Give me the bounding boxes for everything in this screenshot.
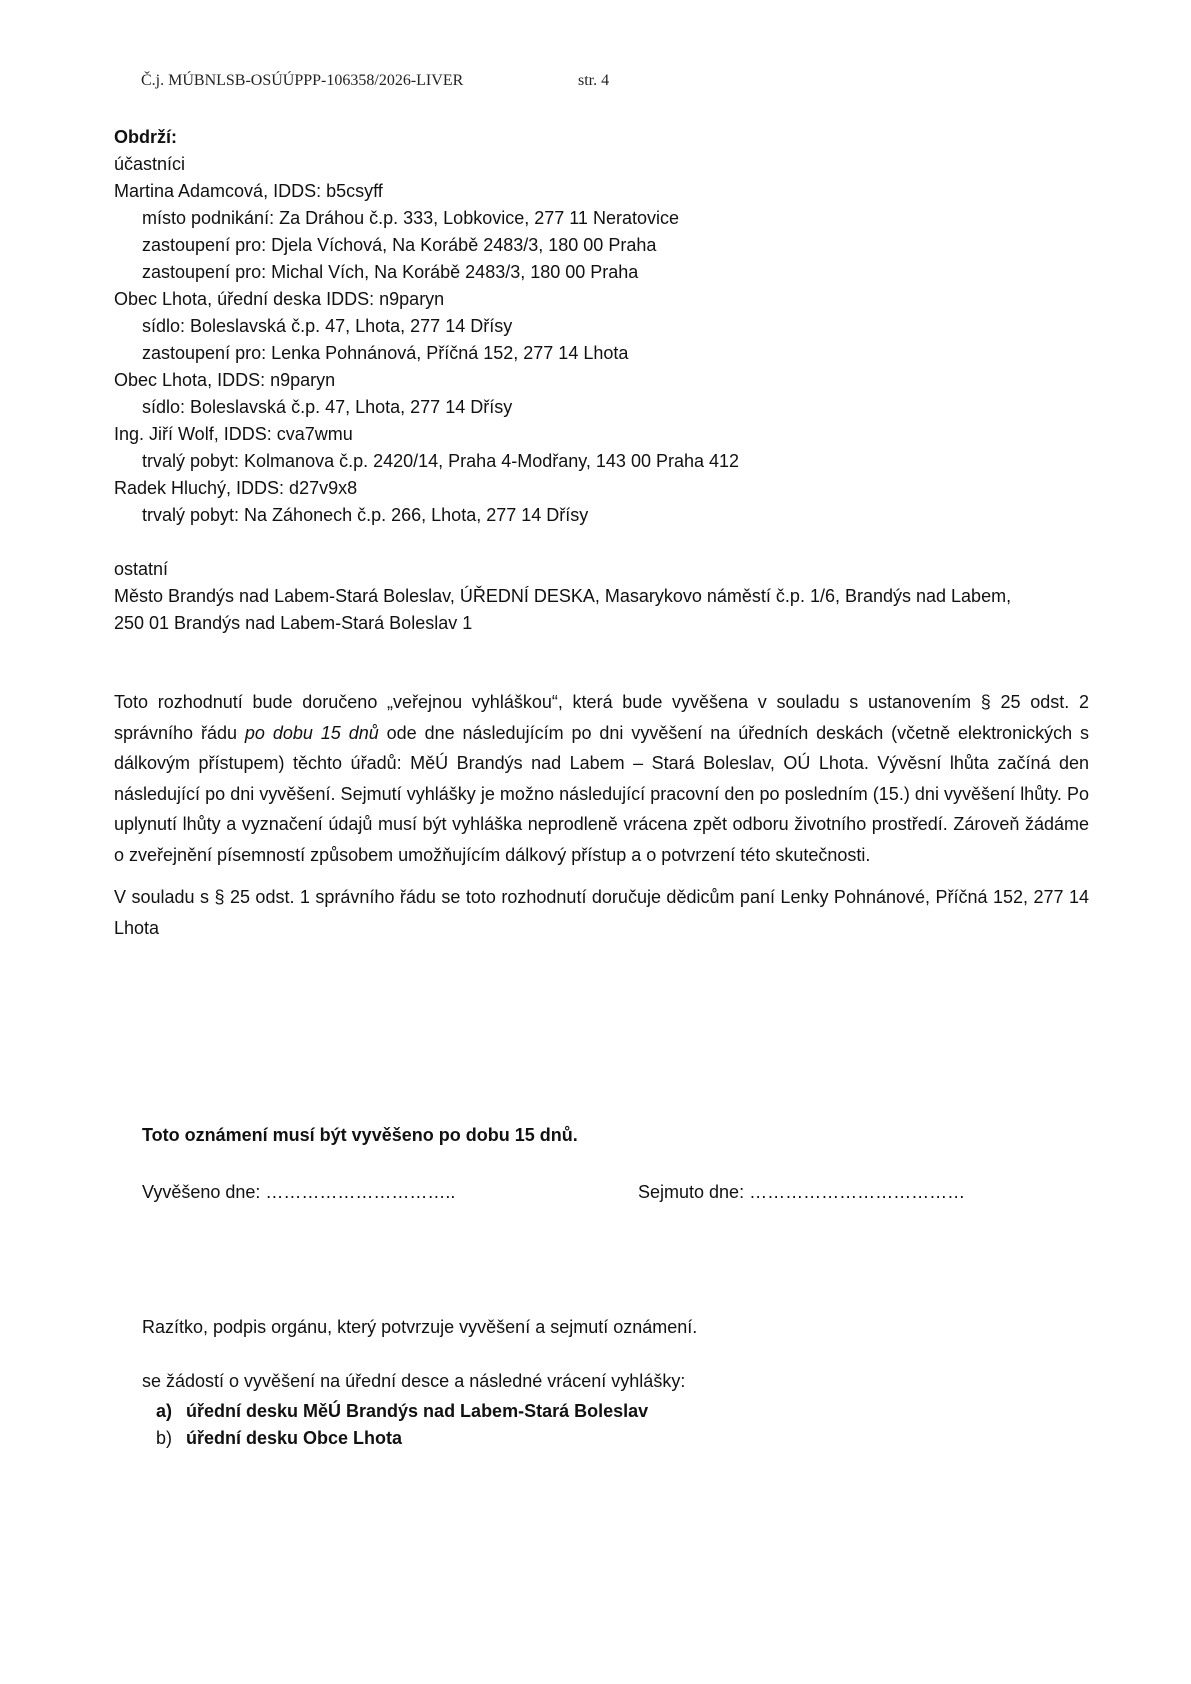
- recipient-line: Radek Hluchý, IDDS: d27v9x8: [114, 478, 358, 498]
- posted-date-field: Vyvěšeno dne: …………………………..: [142, 1182, 456, 1202]
- page-header: [141, 72, 610, 90]
- recipient-line: zastoupení pro: Michal Vích, Na Korábě 2483/3, 180 00 Praha: [142, 262, 639, 282]
- recipient-line: zastoupení pro: Lenka Pohnánová, Příčná 152, 277 14 Lhota: [142, 343, 629, 363]
- participants-label: účastníci: [114, 154, 186, 174]
- recipient-line: Ing. Jiří Wolf, IDDS: cva7wmu: [114, 424, 353, 444]
- removed-date-field: Sejmuto dne: ………………………………: [638, 1182, 966, 1202]
- recipient-line: trvalý pobyt: Kolmanova č.p. 2420/14, Praha 4-Modřany, 143 00 Praha 412: [142, 451, 740, 471]
- page-number: str. 4: [578, 72, 610, 89]
- board-name: úřední desku Obce Lhota: [186, 1428, 403, 1448]
- recipient-line: Martina Adamcová, IDDS: b5csyff: [114, 181, 383, 201]
- recipients-title: Obdrží:: [114, 127, 177, 147]
- delivery-paragraph-part1: Toto rozhodnutí bude doručeno „veřejnou vyhláškou“, která bude vyvěšena v souladu s ustanovením § 25 odst. 2 správního řádu: [114, 692, 1089, 743]
- recipient-line: Obec Lhota, úřední deska IDDS: n9paryn: [114, 289, 445, 309]
- others-address-line-2: 250 01 Brandýs nad Labem-Stará Boleslav 1: [114, 613, 473, 633]
- stamp-signature-text: Razítko, podpis orgánu, který potvrzuje vyvěšení a sejmutí oznámení.: [142, 1317, 698, 1337]
- others-label: ostatní: [114, 559, 169, 579]
- recipient-line: sídlo: Boleslavská č.p. 47, Lhota, 277 14 Dřísy: [142, 316, 513, 336]
- recipient-line: sídlo: Boleslavská č.p. 47, Lhota, 277 14 Dřísy: [142, 397, 513, 417]
- notice-boards-list: [142, 1398, 648, 1452]
- recipient-line: trvalý pobyt: Na Záhonech č.p. 266, Lhota, 277 14 Dřísy: [142, 505, 589, 525]
- list-marker: a): [155, 1401, 172, 1421]
- recipient-line: Obec Lhota, IDDS: n9paryn: [114, 370, 336, 390]
- notice-text: Toto oznámení musí být vyvěšeno po dobu 15 dnů.: [142, 1125, 578, 1145]
- document-body: [114, 124, 1089, 943]
- board-name: úřední desku MěÚ Brandýs nad Labem-Stará Boleslav: [186, 1401, 649, 1421]
- reference-number: Č.j. MÚBNLSB-OSÚÚPPP-106358/2026-LIVER: [141, 72, 464, 89]
- others-address-line-1: Město Brandýs nad Labem-Stará Boleslav, ÚŘEDNÍ DESKA, Masarykovo náměstí č.p. 1/6, Brandýs nad Labem,: [114, 586, 1012, 606]
- delivery-paragraph: [114, 687, 1089, 870]
- delivery-period: po dobu 15 dnů: [244, 722, 379, 743]
- list-item: [142, 1398, 648, 1425]
- recipient-line: místo podnikání: Za Dráhou č.p. 333, Lobkovice, 277 11 Neratovice: [142, 208, 679, 228]
- request-text: se žádostí o vyvěšení na úřední desce a následné vrácení vyhlášky:: [142, 1371, 686, 1391]
- recipient-line: zastoupení pro: Djela Víchová, Na Korábě 2483/3, 180 00 Praha: [142, 235, 657, 255]
- heirs-paragraph: V souladu s § 25 odst. 1 správního řádu se toto rozhodnutí doručuje dědicům paní Lenky Pohnánové, Příčná 152, 277 14 Lhota: [114, 887, 1089, 938]
- delivery-paragraph-part2: ode dne následujícím po dni vyvěšení na úředních deskách (včetně elektronických s dálkovým přístupem) těchto úřadů: MěÚ Brandýs nad Labem – Stará Boleslav, OÚ Lhota. Vývěsní lhůta začíná den následující po dni vyvěšení. Sejmutí vyhlášky je možno následující pracovní den po posledním (15.) dni vyvěšení lhůty. Po uplynutí lhůty a vyznačení údajů musí být vyhláška neprodleně vrácena zpět odboru životního prostředí. Zároveň žádáme o zveřejnění písemností způsobem umožňujícím dálkový přístup a o potvrzení této skutečnosti.: [114, 722, 1089, 865]
- list-marker: b): [155, 1428, 172, 1448]
- list-item: [142, 1425, 648, 1452]
- participants-list: [114, 178, 1089, 529]
- posting-dates: [142, 1182, 1042, 1212]
